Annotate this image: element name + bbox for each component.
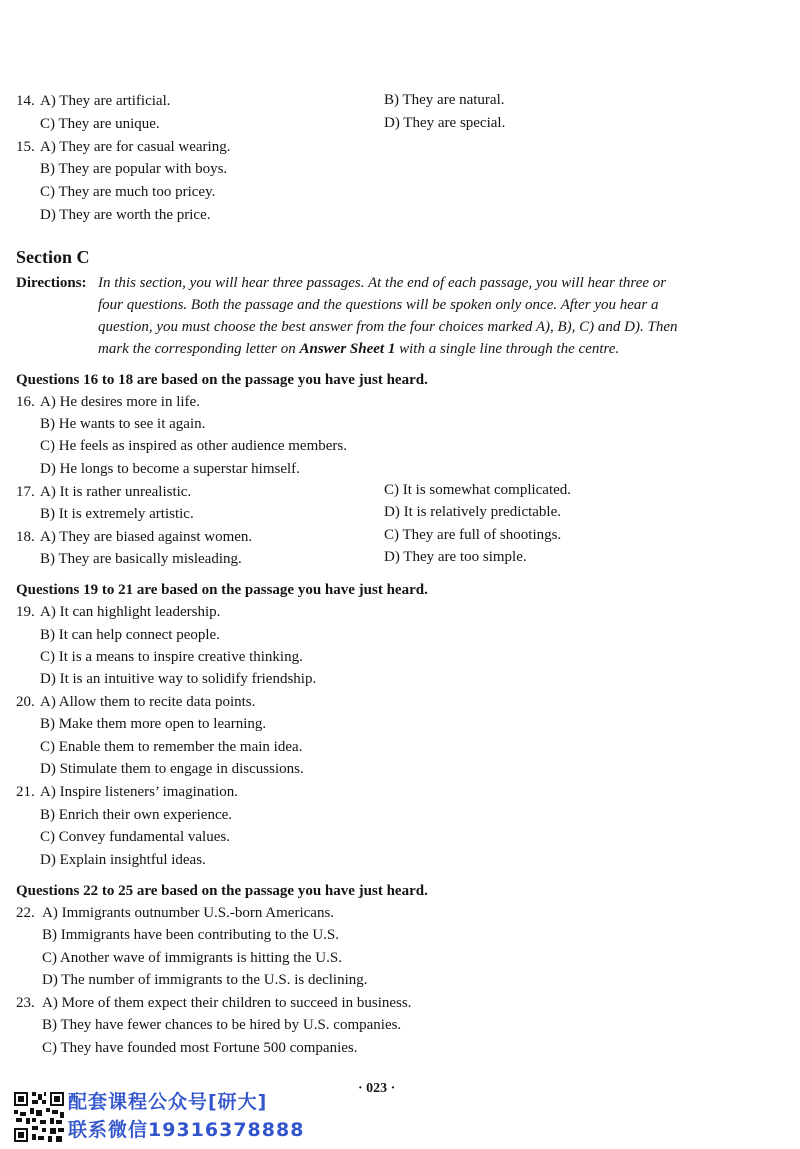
- option-a: A) They are for casual wearing.: [40, 139, 231, 155]
- answer-sheet-ref: Answer Sheet 1: [299, 341, 396, 357]
- option-b: B) He wants to see it again.: [40, 416, 206, 432]
- question-number: 23.: [16, 995, 35, 1011]
- question-number: 22.: [16, 905, 35, 921]
- question-number: 19.: [16, 604, 35, 620]
- option-b: B) It is extremely artistic.: [40, 506, 194, 522]
- option-a: A) It can highlight leadership.: [40, 604, 221, 620]
- option-a: A) Inspire listeners’ imagination.: [40, 784, 239, 800]
- option-c: C) It is somewhat complicated.: [384, 482, 572, 498]
- option-d: D) Explain insightful ideas.: [40, 852, 206, 868]
- directions-text: mark the corresponding letter on: [98, 341, 300, 357]
- option-d: D) Stimulate them to engage in discussions.: [40, 761, 304, 777]
- question-number: 15.: [16, 139, 35, 155]
- option-b: B) They are popular with boys.: [40, 161, 228, 177]
- option-a: A) They are artificial.: [40, 93, 171, 109]
- question-number: 21.: [16, 784, 35, 800]
- option-a: A) Allow them to recite data points.: [40, 694, 256, 710]
- option-c: C) They are full of shootings.: [384, 527, 562, 543]
- question-group-heading: Questions 19 to 21 are based on the passage you have just heard.: [16, 582, 428, 598]
- option-b: B) Immigrants have been contributing to the U.S.: [42, 927, 340, 943]
- question-group-heading: Questions 16 to 18 are based on the passage you have just heard.: [16, 372, 428, 388]
- option-a: A) It is rather unrealistic.: [40, 484, 192, 500]
- promo-line: 配套课程公众号[研大]: [68, 1091, 268, 1113]
- option-b: B) Make them more open to learning.: [40, 716, 267, 732]
- qr-code-icon: [12, 1090, 66, 1144]
- option-b: B) They have fewer chances to be hired by U.S. companies.: [42, 1017, 402, 1033]
- option-c: C) Convey fundamental values.: [40, 829, 230, 845]
- section-title: Section C: [16, 247, 90, 267]
- option-d: D) They are too simple.: [384, 549, 527, 565]
- option-d: D) It is an intuitive way to solidify friendship.: [40, 671, 317, 687]
- option-c: C) They are much too pricey.: [40, 184, 216, 200]
- directions-label: Directions:: [16, 275, 87, 291]
- option-c: C) Another wave of immigrants is hitting the U.S.: [42, 950, 342, 966]
- question-number: 14.: [16, 93, 35, 109]
- question-group-heading: Questions 22 to 25 are based on the passage you have just heard.: [16, 883, 428, 899]
- question-number: 16.: [16, 394, 35, 410]
- option-a: A) Immigrants outnumber U.S.-born Americans.: [42, 905, 335, 921]
- option-b: B) Enrich their own experience.: [40, 807, 233, 823]
- option-b: B) They are natural.: [384, 92, 505, 108]
- option-a: A) They are biased against women.: [40, 529, 253, 545]
- page-number: · 023 ·: [358, 1081, 396, 1096]
- option-d: D) It is relatively predictable.: [384, 504, 562, 520]
- directions-line: In this section, you will hear three passages. At the end of each passage, you will hear three or: [98, 275, 667, 291]
- directions-line: [98, 338, 619, 360]
- option-a: A) More of them expect their children to succeed in business.: [42, 995, 412, 1011]
- option-b: B) It can help connect people.: [40, 627, 220, 643]
- directions-line: four questions. Both the passage and the questions will be spoken only once. After you hear a: [98, 297, 659, 313]
- option-c: C) They have founded most Fortune 500 companies.: [42, 1040, 358, 1056]
- option-d: D) They are special.: [384, 115, 506, 131]
- option-b: B) They are basically misleading.: [40, 551, 242, 567]
- option-c: C) He feels as inspired as other audience members.: [40, 438, 347, 454]
- option-c: C) Enable them to remember the main idea.: [40, 739, 303, 755]
- option-d: D) They are worth the price.: [40, 207, 211, 223]
- option-a: A) He desires more in life.: [40, 394, 200, 410]
- question-number: 18.: [16, 529, 35, 545]
- option-c: C) It is a means to inspire creative thinking.: [40, 649, 303, 665]
- option-c: C) They are unique.: [40, 116, 160, 132]
- directions-text: with a single line through the centre.: [395, 341, 620, 357]
- option-d: D) The number of immigrants to the U.S. is declining.: [42, 972, 368, 988]
- option-d: D) He longs to become a superstar himself.: [40, 461, 300, 477]
- question-number: 17.: [16, 484, 35, 500]
- question-number: 20.: [16, 694, 35, 710]
- directions-line: question, you must choose the best answer from the four choices marked A), B), C) and D). Then: [98, 319, 678, 335]
- promo-line: 联系微信19316378888: [68, 1119, 305, 1141]
